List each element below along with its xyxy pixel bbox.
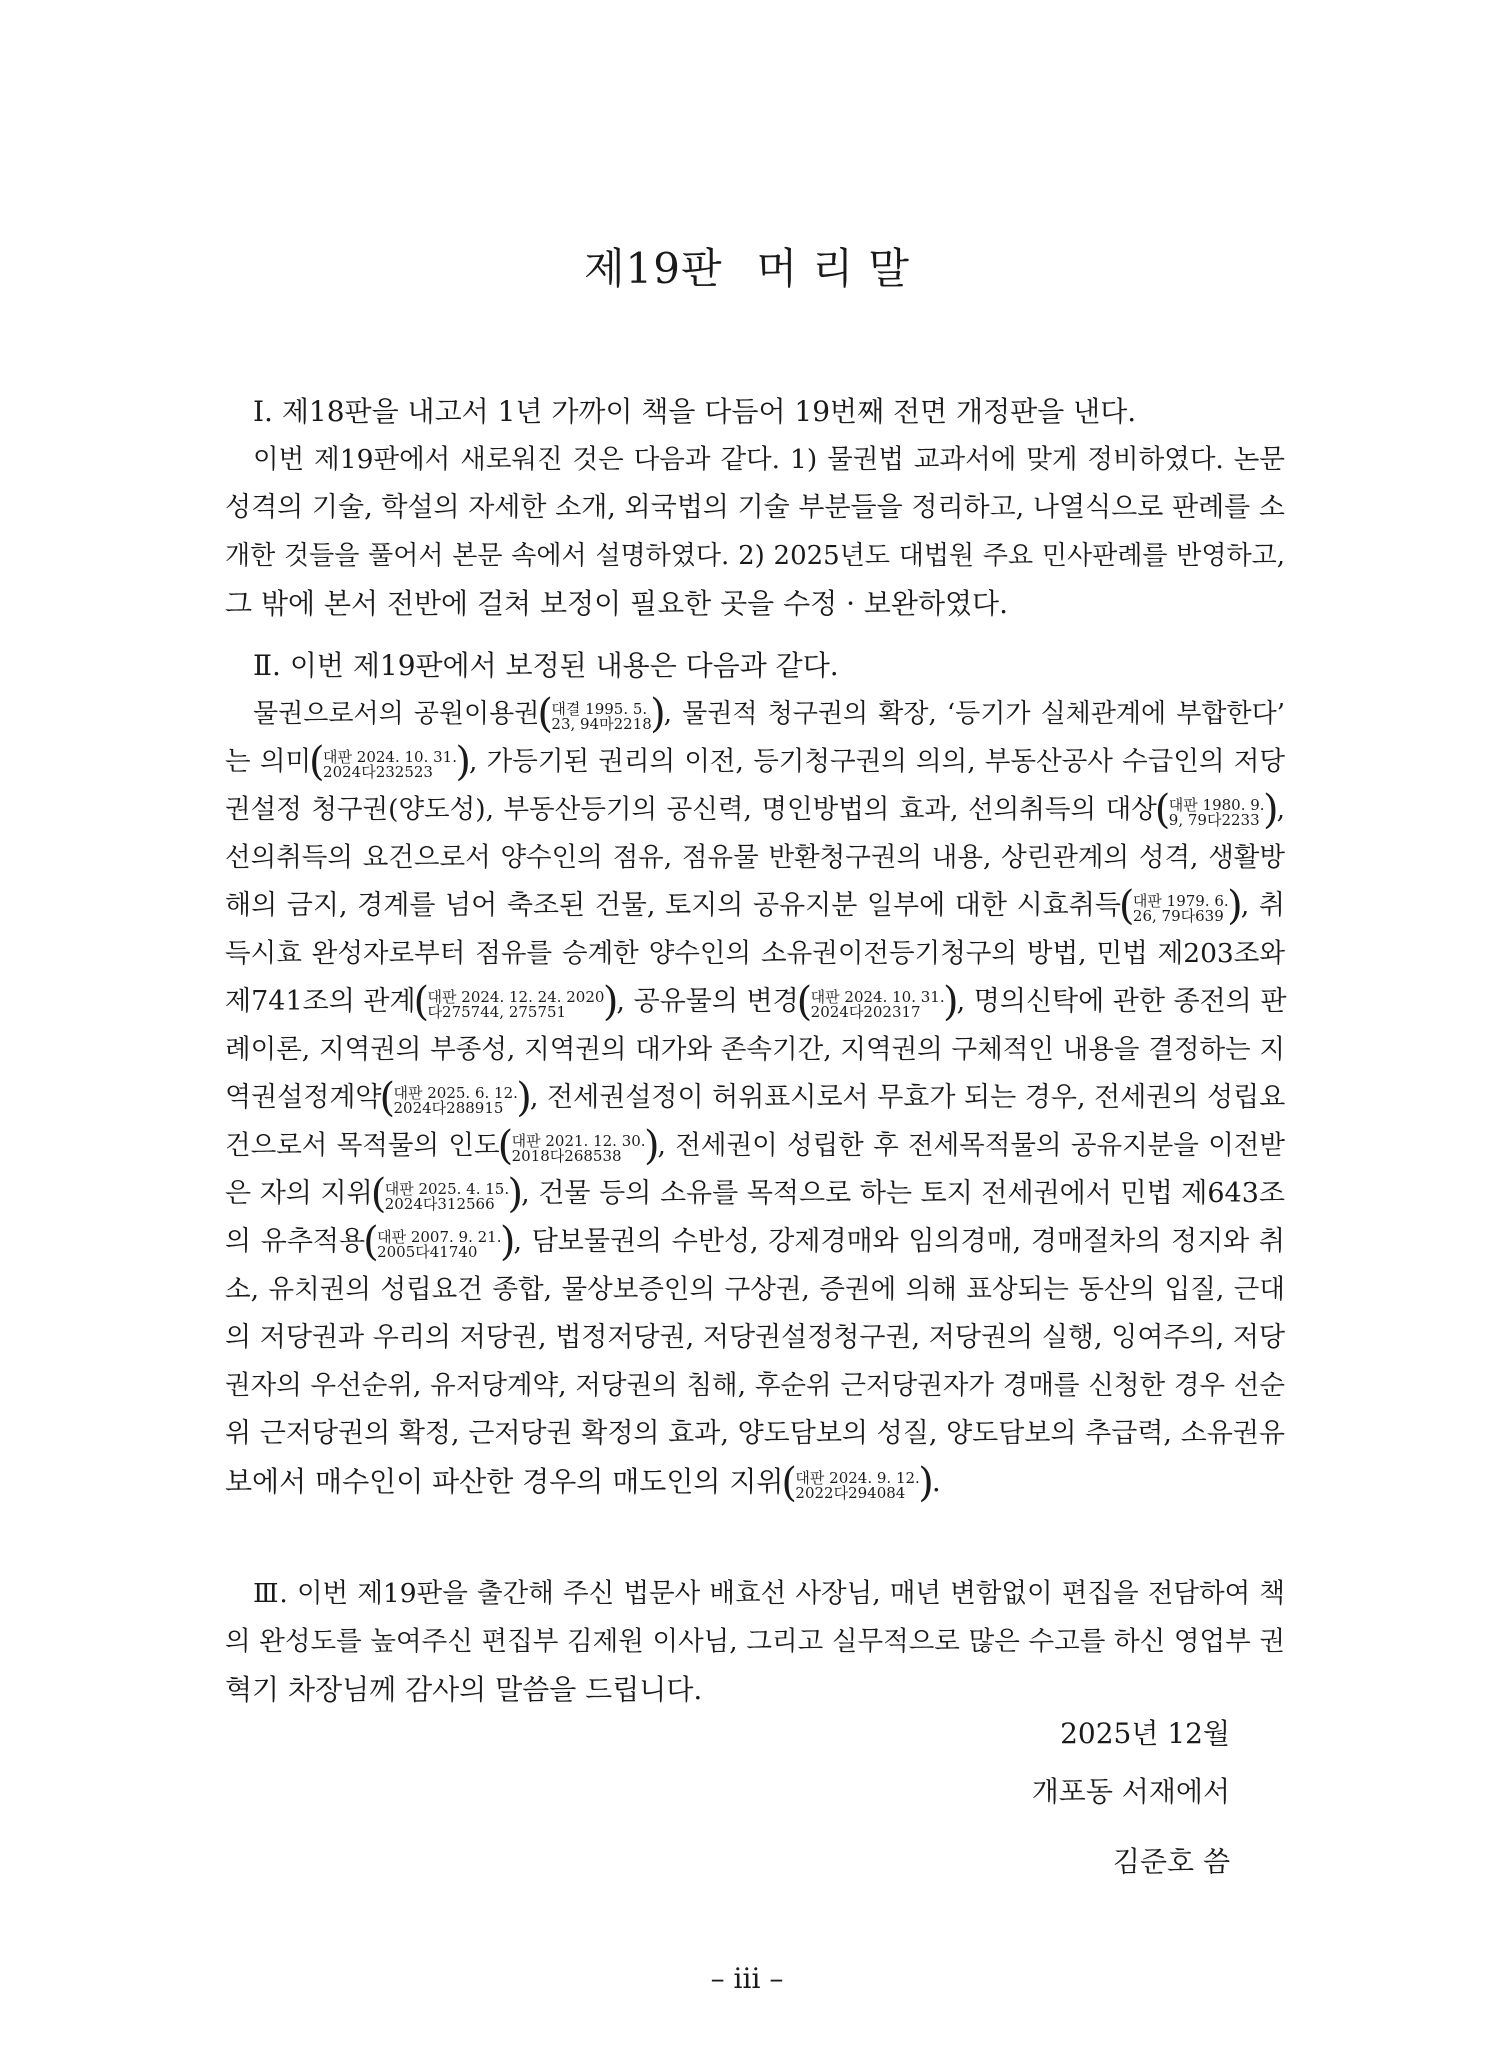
case-citation: ( 대판 2024. 12. 24. 2020 다275744, 275751 ): [418, 990, 615, 1020]
paragraph-line: 권자의 우선순위, 유저당계약, 저당권의 침해, 후순위 근저당권자가 경매를 신청한 경우 선순: [225, 1370, 1285, 1401]
paragraph-line: Ⅲ. 이번 제19판을 출간해 주신 법문사 배효선 사장님, 매년 변함없이 편집을 전담하여 책: [253, 1578, 1285, 1609]
signature-place: 개포동 서재에서: [1031, 1775, 1230, 1808]
text-run: , 물권적 청구권의 확장, ‘등기가 실체관계에 부합한다’: [663, 699, 1285, 729]
paragraph-line: 례이론, 지역권의 부종성, 지역권의 대가와 존속기간, 지역권의 구체적인 내용을 결정하는 지: [225, 1034, 1285, 1065]
case-citation: ( 대판 2024. 10. 31. 2024다202317 ): [801, 990, 955, 1020]
paragraph-line: [225, 738, 1285, 786]
paragraph-line: Ⅱ. 이번 제19판에서 보정된 내용은 다음과 같다.: [253, 649, 839, 682]
paragraph-line: [225, 978, 1285, 1026]
title-preface: 머 리 말: [756, 244, 910, 293]
text-run: 물권으로서의 공원이용권: [253, 699, 540, 729]
paragraph-line: [225, 882, 1285, 930]
section-2: [225, 642, 1285, 1506]
paragraph-line: [225, 1074, 1285, 1122]
text-run: , 취: [1240, 890, 1285, 921]
case-citation: ( 대판 2021. 12. 30. 2018다268538 ): [502, 1134, 656, 1164]
case-citation: ( 대판 1980. 9. 9, 79다2233 ): [1159, 798, 1275, 828]
page-number: – iii –: [710, 1962, 784, 1995]
signature-author: 김준호 씀: [1112, 1845, 1230, 1878]
text-run: ,: [1276, 794, 1285, 825]
paragraph-line: 개한 것들을 풀어서 본문 속에서 설명하였다. 2) 2025년도 대법원 주요 민사판례를 반영하고,: [225, 541, 1285, 571]
paragraph-line: [225, 786, 1285, 834]
text-run: 제741조의 관계: [225, 986, 416, 1017]
paragraph-line: 의 저당권과 우리의 저당권, 법정저당권, 저당권설정청구권, 저당권의 실행, 잉여주의, 저당: [225, 1322, 1285, 1353]
text-run: , 담보물권의 수반성, 강제경매와 임의경매, 경매절차의 정지와 취: [513, 1226, 1285, 1257]
text-run: 은 자의 지위: [225, 1178, 373, 1209]
paragraph-line: [225, 1458, 1285, 1506]
paragraph-line: 이번 제19판에서 새로워진 것은 다음과 같다. 1) 물권법 교과서에 맞게 정비하였다. 논문: [253, 444, 1285, 475]
text-run: 의 유추적용: [225, 1226, 366, 1257]
title-edition: 제19판: [583, 244, 723, 293]
paragraph-line: [225, 1218, 1285, 1266]
case-citation: ( 대판 2024. 10. 31. 2024다232523 ): [313, 750, 467, 780]
paragraph-line: 성격의 기술, 학설의 자세한 소개, 외국법의 기술 부분들을 정리하고, 나열식으로 판례를 소: [225, 492, 1285, 523]
section-1: [225, 388, 1285, 628]
paragraph-line: 위 근저당권의 확정, 근저당권 확정의 효과, 양도담보의 성질, 양도담보의 추급력, 소유권유: [225, 1418, 1285, 1449]
paragraph-line: 선의취득의 요건으로서 양수인의 점유, 점유물 반환청구권의 내용, 상린관계의 성격, 생활방: [225, 842, 1285, 873]
paragraph-line: 소, 유치권의 성립요건 종합, 물상보증인의 구상권, 증권에 의해 표상되는 동산의 입질, 근대: [225, 1274, 1285, 1305]
text-run: , 명의신탁에 관한 종전의 판: [956, 986, 1287, 1017]
case-citation: ( 대판 1979. 6. 26, 79다639 ): [1123, 894, 1239, 924]
text-run: , 가등기된 권리의 이전, 등기청구권의 의의, 부동산공사 수급인의 저당: [468, 746, 1285, 777]
text-run: 건으로서 목적물의 인도: [225, 1130, 500, 1161]
paragraph-line: [225, 1122, 1285, 1170]
signature-date: 2025년 12월: [1060, 1717, 1230, 1750]
section-3: [225, 1570, 1285, 1714]
paragraph-line: 혁기 차장님께 감사의 말씀을 드립니다.: [225, 1673, 703, 1706]
text-run: , 공유물의 변경: [616, 986, 799, 1017]
paragraph-line: 그 밖에 본서 전반에 걸쳐 보정이 필요한 곳을 수정 · 보완하였다.: [225, 587, 1009, 620]
text-run: 는 의미: [225, 746, 312, 777]
text-run: 해의 금지, 경계를 넘어 축조된 건물, 토지의 공유지분 일부에 대한 시효취득: [225, 890, 1121, 921]
text-run: .: [931, 1465, 941, 1498]
text-run: , 전세권설정이 허위표시로서 무효가 되는 경우, 전세권의 성립요: [529, 1082, 1286, 1113]
text-run: 역권설정계약: [225, 1082, 382, 1113]
paragraph-line: [225, 690, 1285, 738]
paragraph-line: 득시효 완성자로부터 점유를 승계한 양수인의 소유권이전등기청구의 방법, 민법 제203조와: [225, 938, 1285, 969]
text-run: 보에서 매수인이 파산한 경우의 매도인의 지위: [225, 1465, 784, 1498]
text-run: 권설정 청구권(양도성), 부동산등기의 공신력, 명인방법의 효과, 선의취득의 대상: [225, 794, 1157, 825]
case-citation: ( 대판 2025. 6. 12. 2024다288915 ): [384, 1086, 528, 1116]
paragraph-line: Ⅰ. 제18판을 내고서 1년 가까이 책을 다듬어 19번째 전면 개정판을 낸다.: [253, 395, 1137, 428]
case-citation: ( 대판 2025. 4. 15. 2024다312566 ): [375, 1182, 519, 1212]
paragraph-line: 의 완성도를 높여주신 편집부 김제원 이사님, 그리고 실무적으로 많은 수고를 하신 영업부 권: [225, 1626, 1285, 1657]
text-run: , 건물 등의 소유를 목적으로 하는 토지 전세권에서 민법 제643조: [521, 1178, 1285, 1209]
case-citation: ( 대판 2024. 9. 12. 2022다294084 ): [785, 1471, 929, 1501]
case-citation: ( 대판 2007. 9. 21. 2005다41740 ): [367, 1230, 511, 1260]
page-title: [0, 236, 1494, 296]
text-run: , 전세권이 성립한 후 전세목적물의 공유지분을 이전받: [657, 1130, 1285, 1161]
case-citation: ( 대결 1995. 5. 23, 94마2218 ): [541, 702, 661, 732]
paragraph-line: [225, 1170, 1285, 1218]
